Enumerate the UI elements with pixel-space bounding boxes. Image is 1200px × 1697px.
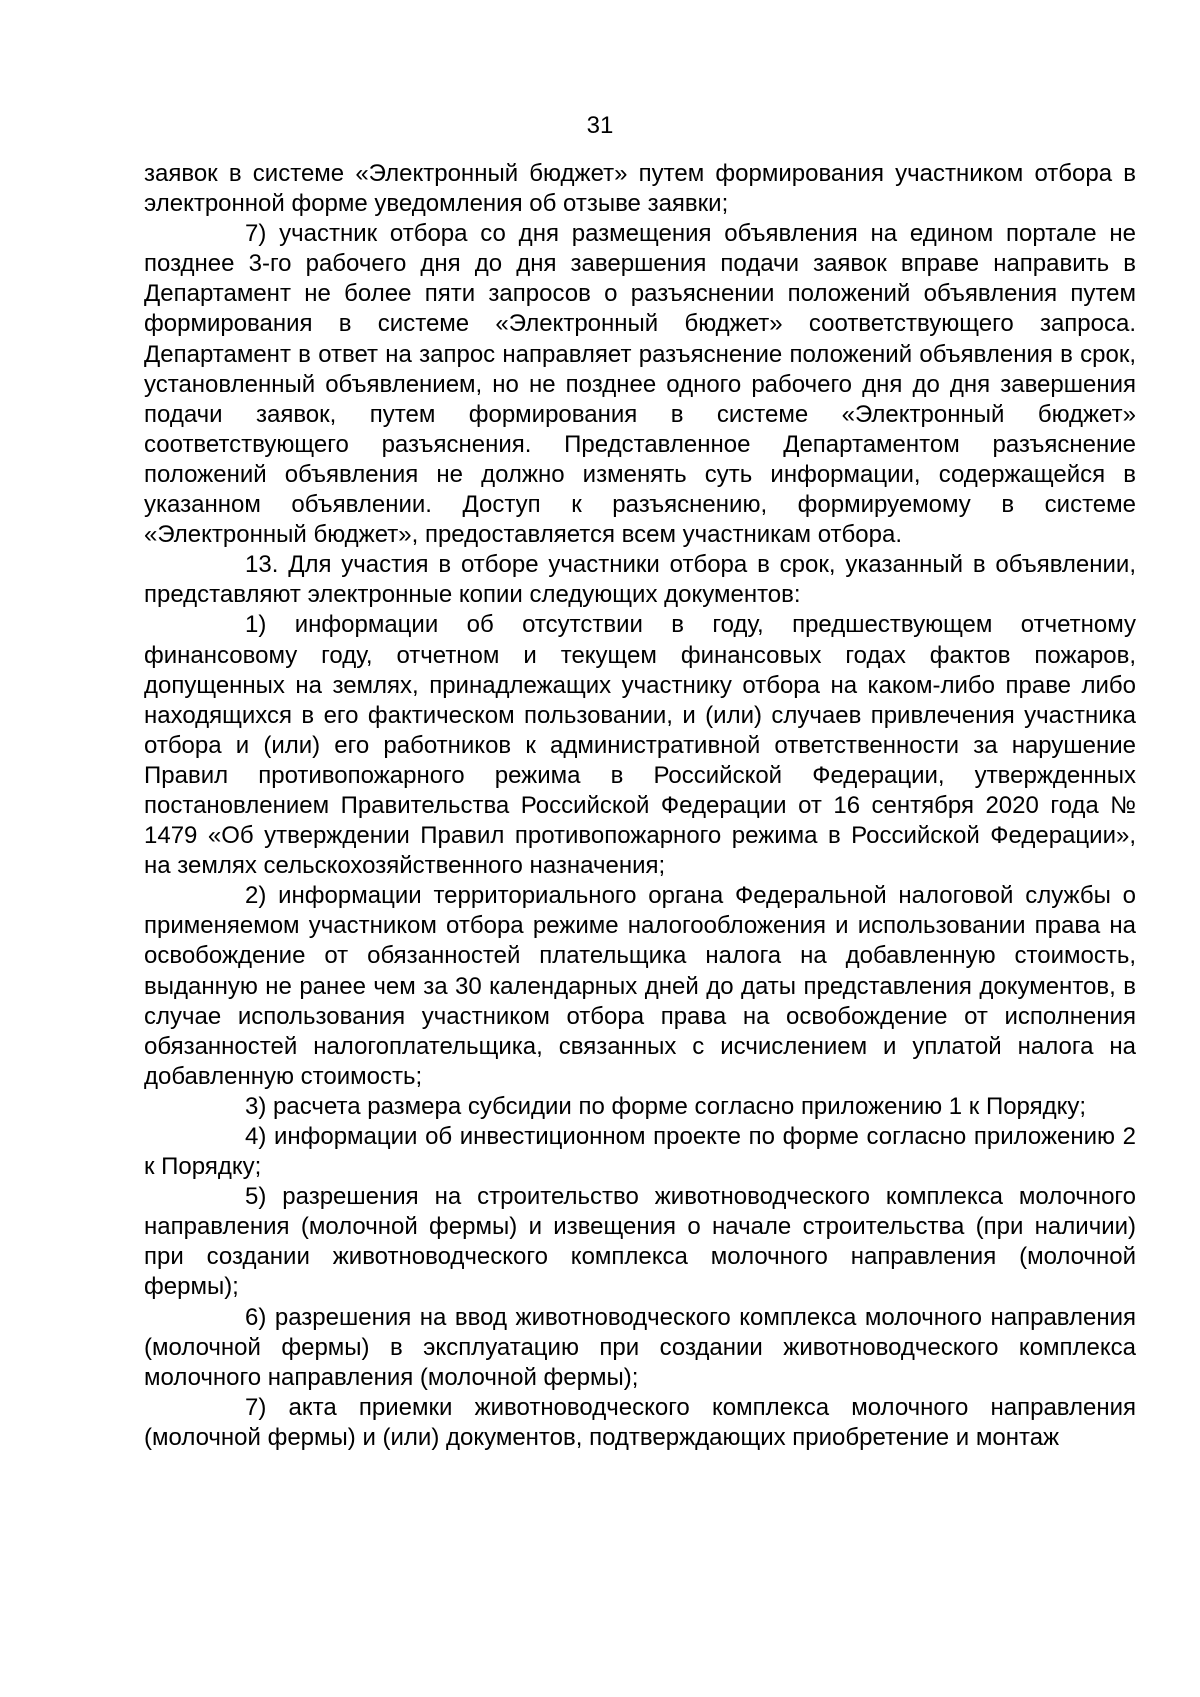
- page-number: 31: [586, 112, 614, 139]
- paragraph-document-3: 3) расчета размера субсидии по форме согласно приложению 1 к Порядку;: [245, 1092, 1087, 1120]
- paragraph-document-4: 4) информации об инвестиционном проекте по форме согласно приложению 2 к Порядку;: [144, 1123, 1136, 1181]
- paragraph-document-6: 6) разрешения на ввод животноводческого комплекса молочного направления (молочной фермы) в эксплуатацию при создании животноводческого комплекса молочного направления (молочной фермы);: [144, 1303, 1136, 1391]
- document-body: [144, 159, 1136, 1453]
- paragraph-clause-13: 13. Для участия в отборе участники отбора в срок, указанный в объявлении, представляют электронные копии следующих документов:: [144, 551, 1136, 609]
- paragraph-item-7-clarification-requests: 7) участник отбора со дня размещения объявления на едином портале не позднее 3-го рабочего дня до дня завершения подачи заявок вправе направить в Департамент не более пяти запросов о разъяснении положений объявления путем формирования в системе «Электронный бюджет» соответствующего запроса. Департамент в ответ на запрос направляет разъяснение положений объявления в срок, установленный объявлением, но не позднее одного рабочего дня до дня завершения подачи заявок, путем формирования в системе «Электронный бюджет» соответствующего разъяснения. Представленное Департаментом разъяснение положений объявления не должно изменять суть информации, содержащейся в указанном объявлении. Доступ к разъяснению, формируемому в системе «Электронный бюджет», предоставляется всем участникам отбора.: [144, 220, 1136, 549]
- paragraph-document-1: 1) информации об отсутствии в году, предшествующем отчетному финансовому году, отчетном и текущем финансовых годах фактов пожаров, допущенных на землях, принадлежащих участнику отбора на каком-либо праве либо находящихся в его фактическом пользовании, и (или) случаев привлечения участника отбора и (или) его работников к административной ответственности за нарушение Правил противопожарного режима в Российской Федерации, утвержденных постановлением Правительства Российской Федерации от 16 сентября 2020 года № 1479 «Об утверждении Правил противопожарного режима в Российской Федерации», на землях сельскохозяйственного назначения;: [144, 611, 1136, 880]
- paragraph-document-7: 7) акта приемки животноводческого комплекса молочного направления (молочной фермы) и (или) документов, подтверждающих приобретение и монтаж: [144, 1393, 1136, 1451]
- paragraph-withdrawal-continuation: заявок в системе «Электронный бюджет» путем формирования участником отбора в электронной форме уведомления об отзыве заявки;: [144, 160, 1136, 218]
- paragraph-document-5: 5) разрешения на строительство животноводческого комплекса молочного направления (молочной фермы) и извещения о начале строительства (при наличии) при создании животноводческого комплекса молочного направления (молочной фермы);: [144, 1183, 1136, 1301]
- paragraph-document-2: 2) информации территориального органа Федеральной налоговой службы о применяемом участником отбора режиме налогообложения и использовании права на освобождение от обязанностей плательщика налога на добавленную стоимость, выданную не ранее чем за 30 календарных дней до даты представления документов, в случае использования участником отбора права на освобождение от исполнения обязанностей налогоплательщика, связанных с исчислением и уплатой налога на добавленную стоимость;: [144, 882, 1136, 1090]
